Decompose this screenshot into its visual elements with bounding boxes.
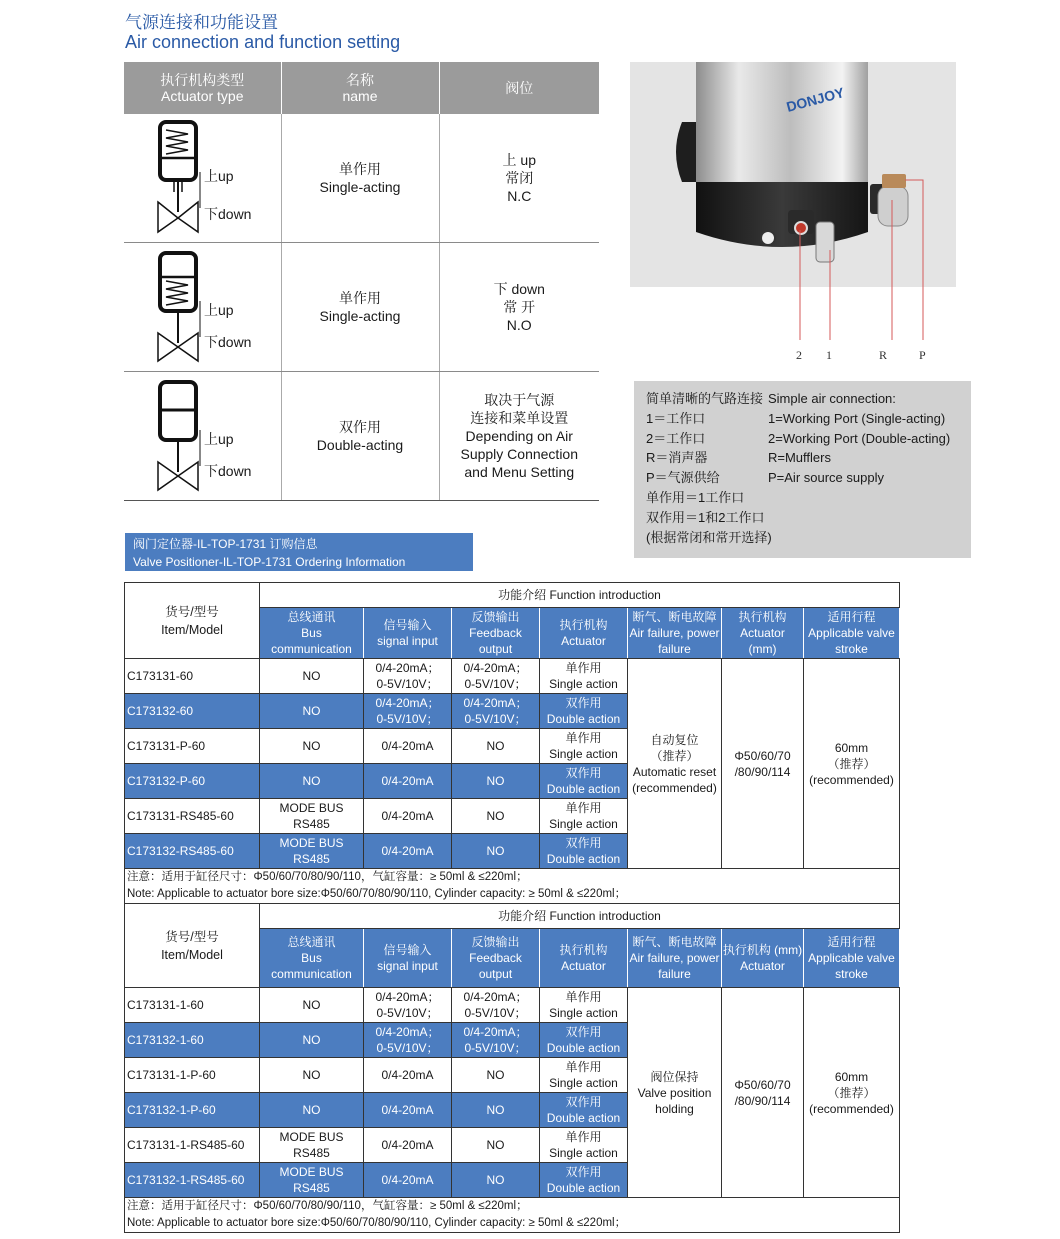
label-up: 上up xyxy=(204,302,234,318)
stroke-cell: 60mm （推荐） (recommended) xyxy=(804,659,900,869)
actuator-row: 上up 下down 单作用 Single-acting 上 up 常闭 N.C xyxy=(124,114,599,243)
port-label-p: P xyxy=(919,348,926,362)
failure-cell: 自动复位 （推荐） Automatic reset (recommended) xyxy=(628,659,722,869)
page-title-en: Air connection and function setting xyxy=(125,32,401,52)
table-row: C173131-60 NO 0/4-20mA； 0-5V/10V； 0/4-20mA； 0-5V/10V； 单作用 Single action 自动复位 （推荐） Automatic reset (recommended) Φ50/60/70 /80/90/114 60mm （推荐） (recommended) xyxy=(125,659,900,694)
actuator-diagram-single-no xyxy=(124,243,280,371)
port-leader-lines xyxy=(630,170,960,355)
label-down: 下down xyxy=(204,463,252,479)
header-bus: 总线通讯 Bus communication xyxy=(260,929,364,988)
ordering-table-1 xyxy=(124,582,900,904)
stroke-cell: 60mm （推荐） (recommended) xyxy=(804,988,900,1198)
header-name: 名称 name xyxy=(281,62,439,114)
table-row: C173131-1-60 NO 0/4-20mA； 0-5V/10V； 0/4-20mA； 0-5V/10V； 单作用 Single action 阀位保持 Valve position holding Φ50/60/70 /80/90/114 60mm （推荐） (recommended) xyxy=(125,988,900,1023)
ordering-table-2 xyxy=(124,903,900,1233)
header-function-intro: 功能介绍 Function introduction xyxy=(260,904,900,929)
header-feedback: 反馈输出 Feedback output xyxy=(452,608,540,659)
header-signal: 信号输入 signal input xyxy=(364,608,452,659)
header-actuator-mm: 执行机构 Actuator (mm) xyxy=(722,608,804,659)
actuator-diagram-double xyxy=(124,372,280,500)
header-feedback: 反馈输出 Feedback output xyxy=(452,929,540,988)
header-stroke: 适用行程 Applicable valve stroke xyxy=(804,929,900,988)
label-down: 下down xyxy=(204,206,252,222)
air-connection-cn: 简单清晰的气路连接 1＝工作口 2＝工作口 R＝消声器 P＝气源供给 单作用＝1工作口 双作用＝1和2工作口 (根据常闭和常开选择) xyxy=(646,391,772,545)
air-connection-box xyxy=(634,381,971,558)
label-down: 下down xyxy=(204,334,252,350)
table-row: C173132-RS485-60 MODE BUS RS485 0/4-20mA NO 双作用 Double action xyxy=(125,834,900,869)
table-row: C173132-1-RS485-60 MODE BUS RS485 0/4-20mA NO 双作用 Double action xyxy=(125,1163,900,1198)
header-failure: 断气、断电故障 Air failure, power failure xyxy=(628,929,722,988)
actuator-type-table xyxy=(124,62,599,501)
header-actuator: 执行机构 Actuator xyxy=(540,608,628,659)
bore-cell: Φ50/60/70 /80/90/114 xyxy=(722,659,804,869)
header-item-model: 货号/型号 Item/Model xyxy=(125,583,260,659)
air-connection-en: Simple air connection: 1=Working Port (Single-acting) 2=Working Port (Double-acting) R=Mufflers P=Air source supply xyxy=(768,391,951,486)
header-actuator: 执行机构 Actuator xyxy=(540,929,628,988)
table-row: C173131-1-RS485-60 MODE BUS RS485 0/4-20mA NO 单作用 Single action xyxy=(125,1128,900,1163)
table-note: 注意：适用于缸径尺寸：Φ50/60/70/80/90/110，气缸容量：≥ 50ml & ≤220ml； Note: Applicable to actuator bore size:Φ50/60/70/80/90/110, Cylinder capacity: ≥ 50ml & ≤220ml； xyxy=(125,869,900,904)
header-function-intro: 功能介绍 Function introduction xyxy=(260,583,900,608)
label-up: 上up xyxy=(204,168,234,184)
actuator-row: 上up 下down 单作用 Single-acting 下 down 常 开 N.O xyxy=(124,243,599,372)
header-failure: 断气、断电故障 Air failure, power failure xyxy=(628,608,722,659)
port-label-2: 2 xyxy=(796,348,802,362)
header-actuator-type: 执行机构类型 Actuator type xyxy=(124,62,281,114)
table-row: C173132-1-60 NO 0/4-20mA； 0-5V/10V； 0/4-20mA； 0-5V/10V； 双作用 Double action xyxy=(125,1023,900,1058)
header-actuator-mm: 执行机构 (mm) Actuator xyxy=(722,929,804,988)
label-up: 上up xyxy=(204,431,234,447)
table-row: C173132-60 NO 0/4-20mA； 0-5V/10V； 0/4-20mA； 0-5V/10V； 双作用 Double action xyxy=(125,694,900,729)
port-label-1: 1 xyxy=(826,348,832,362)
brand-logo: DONJOY xyxy=(784,84,846,115)
header-valve-position: 阀位 xyxy=(439,62,599,114)
actuator-row: 上up 下down 双作用 Double-acting 取决于气源 连接和菜单设置 Depending on Air Supply Connection and Menu Setting xyxy=(124,372,599,501)
actuator-diagram-single-nc xyxy=(124,114,280,242)
header-bus: 总线通讯 Bus communication xyxy=(260,608,364,659)
ordering-info-header: 阀门定位器-IL-TOP-1731 订购信息 Valve Positioner-IL-TOP-1731 Ordering Information xyxy=(125,533,473,571)
table-row: C173131-1-P-60 NO 0/4-20mA NO 单作用 Single action xyxy=(125,1058,900,1093)
failure-cell: 阀位保持 Valve position holding xyxy=(628,988,722,1198)
header-signal: 信号输入 signal input xyxy=(364,929,452,988)
header-stroke: 适用行程 Applicable valve stroke xyxy=(804,608,900,659)
table-row: C173131-RS485-60 MODE BUS RS485 0/4-20mA NO 单作用 Single action xyxy=(125,799,900,834)
table-row: C173131-P-60 NO 0/4-20mA NO 单作用 Single action xyxy=(125,729,900,764)
header-item-model: 货号/型号 Item/Model xyxy=(125,904,260,988)
table-row: C173132-P-60 NO 0/4-20mA NO 双作用 Double action xyxy=(125,764,900,799)
table-note: 注意：适用于缸径尺寸：Φ50/60/70/80/90/110，气缸容量：≥ 50ml & ≤220ml； Note: Applicable to actuator bore size:Φ50/60/70/80/90/110, Cylinder capacity: ≥ 50ml & ≤220ml； xyxy=(125,1198,900,1233)
port-label-r: R xyxy=(879,348,888,362)
page-title-cn: 气源连接和功能设置 xyxy=(125,13,278,33)
bore-cell: Φ50/60/70 /80/90/114 xyxy=(722,988,804,1198)
table-row: C173132-1-P-60 NO 0/4-20mA NO 双作用 Double action xyxy=(125,1093,900,1128)
